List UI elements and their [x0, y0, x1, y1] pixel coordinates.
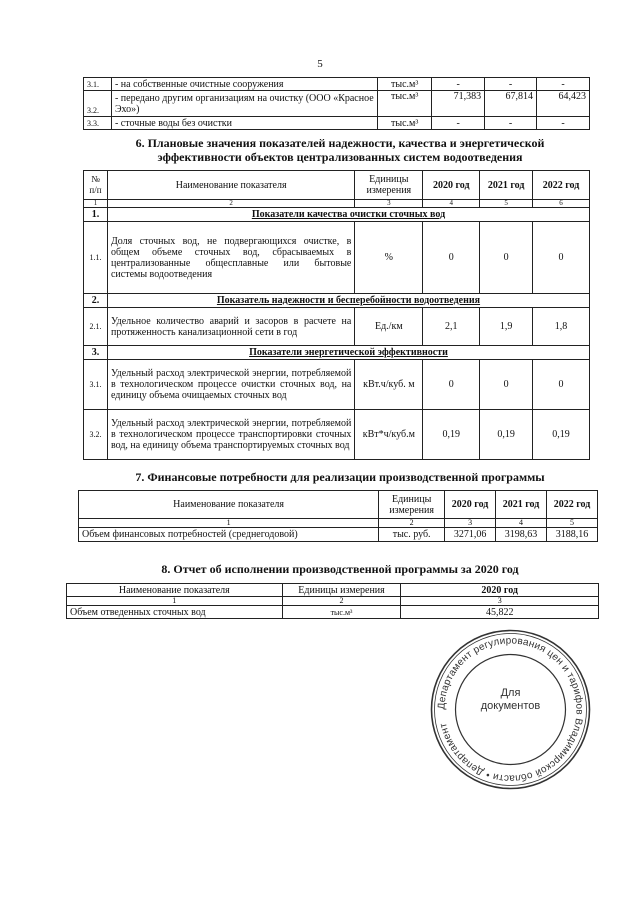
row-name: - передано другим организациям на очистку (ООО «Красное Эхо») [111, 91, 377, 117]
colnum-cell: 5 [480, 200, 533, 208]
row-num: 1.1. [84, 222, 108, 294]
row-num: 2.1. [84, 308, 108, 346]
section8-table [66, 583, 599, 619]
row-name: - на собственные очистные сооружения [111, 78, 377, 91]
header-year: 2020 год [423, 171, 480, 200]
row-unit: тыс.м³ [378, 117, 432, 130]
row-value: - [537, 78, 590, 91]
row-unit: тыс. руб. [379, 528, 445, 542]
colnum-cell: 3 [401, 597, 599, 606]
row-value: 3198,63 [496, 528, 547, 542]
row-unit: Ед./км [355, 308, 423, 346]
table-row [84, 308, 590, 346]
row-num: 3.2. [84, 91, 112, 117]
row-unit: тыс.м³ [378, 91, 432, 117]
group-title: Показатель надежности и бесперебойности водоотведения [107, 294, 589, 308]
colnum-cell: 3 [355, 200, 423, 208]
group-num: 1. [84, 208, 108, 222]
table-row [84, 78, 590, 91]
row-value: 0 [480, 360, 533, 410]
group-num: 2. [84, 294, 108, 308]
colnum-cell: 2 [282, 597, 401, 606]
row-value: 71,383 [432, 91, 485, 117]
colnum-cell: 2 [379, 519, 445, 528]
row-unit: тыс.м³ [378, 78, 432, 91]
row-value: 0,19 [423, 410, 480, 460]
header-name: Наименование показателя [107, 171, 354, 200]
section8-title: 8. Отчет об исполнении производственной программы за 2020 год [161, 562, 519, 576]
row-value: 67,814 [485, 91, 537, 117]
row-value: 1,8 [533, 308, 590, 346]
section6-title-line2: эффективности объектов централизованных систем водоотведения [157, 150, 523, 164]
group-title: Показатели энергетической эффективности [107, 346, 589, 360]
row-value: - [432, 78, 485, 91]
header-year: 2020 год [445, 491, 496, 519]
colnum-cell: 6 [533, 200, 590, 208]
header-name: Наименование показателя [79, 491, 379, 519]
stamp-center [428, 687, 593, 713]
row-value: 64,423 [537, 91, 590, 117]
colnum-cell: 1 [79, 519, 379, 528]
row-num: 3.1. [84, 78, 112, 91]
row-num: 3.1. [84, 360, 108, 410]
table-row [67, 606, 599, 619]
row-name: Объем отведенных сточных вод [67, 606, 283, 619]
row-value: 0 [480, 222, 533, 294]
row-value: 0 [533, 360, 590, 410]
header-year: 2021 год [480, 171, 533, 200]
row-num: 3.3. [84, 117, 112, 130]
row-unit: тыс.м³ [282, 606, 401, 619]
row-unit: кВт*ч/куб.м [355, 410, 423, 460]
row-value: - [485, 117, 537, 130]
row-value: 0,19 [480, 410, 533, 460]
page-number: 5 [317, 58, 323, 70]
table-row [79, 528, 598, 542]
stamp-center-line1: Для [500, 687, 521, 699]
stamp [428, 627, 593, 792]
section6-table [83, 170, 590, 460]
row-value: - [485, 78, 537, 91]
header-unit: Единицы измерения [355, 171, 423, 200]
header-name: Наименование показателя [67, 584, 283, 597]
group-row [84, 208, 590, 222]
row-value: 0 [533, 222, 590, 294]
row-num: 3.2. [84, 410, 108, 460]
section7-table [78, 490, 598, 542]
row-value: 1,9 [480, 308, 533, 346]
header-unit: Единицы измерения [379, 491, 445, 519]
row-value: - [537, 117, 590, 130]
top-table [83, 77, 590, 130]
colnum-cell: 2 [107, 200, 354, 208]
header-row [67, 584, 599, 597]
header-row [79, 491, 598, 519]
section7-title: 7. Финансовые потребности для реализации производственной программы [135, 470, 545, 484]
row-value: 0 [423, 222, 480, 294]
section6-title-line1: 6. Плановые значения показателей надежности, качества и энергетической [135, 136, 545, 150]
row-name: Удельное количество аварий и засоров в расчете на протяженность канализационной сети в год [107, 308, 354, 346]
header-year: 2022 год [547, 491, 598, 519]
group-row [84, 294, 590, 308]
row-name: Удельный расход электрической энергии, потребляемой в технологическом процессе очистки сточных вод, на единицу объема очищаемых сточных вод [107, 360, 354, 410]
colnum-row [79, 519, 598, 528]
table-row [84, 91, 590, 117]
row-value: 0,19 [533, 410, 590, 460]
section6-title [60, 136, 620, 164]
header-row [84, 171, 590, 200]
colnum-cell: 5 [547, 519, 598, 528]
row-value: 3188,16 [547, 528, 598, 542]
stamp-ring-text: Департамент регулирования цен и тарифов Владимирской области • Департамент [436, 635, 585, 784]
header-year: 2020 год [401, 584, 599, 597]
table-row [84, 360, 590, 410]
header-year: 2022 год [533, 171, 590, 200]
colnum-row [84, 200, 590, 208]
row-unit: кВт.ч/куб. м [355, 360, 423, 410]
group-row [84, 346, 590, 360]
group-title: Показатели качества очистки сточных вод [107, 208, 589, 222]
row-value: 0 [423, 360, 480, 410]
colnum-cell: 3 [445, 519, 496, 528]
table-row [84, 222, 590, 294]
row-value: - [432, 117, 485, 130]
row-unit: % [355, 222, 423, 294]
group-num: 3. [84, 346, 108, 360]
row-value: 3271,06 [445, 528, 496, 542]
header-year: 2021 год [496, 491, 547, 519]
row-value: 2,1 [423, 308, 480, 346]
row-value: 45,822 [401, 606, 599, 619]
stamp-center-line2: документов [480, 700, 541, 712]
row-name: - сточные воды без очистки [111, 117, 377, 130]
row-name: Удельный расход электрической энергии, потребляемой в технологическом процессе транспортировки сточных вод, на единицу объема транспортируемых сточных вод [107, 410, 354, 460]
colnum-cell: 1 [67, 597, 283, 606]
header-unit: Единицы измерения [282, 584, 401, 597]
row-name: Доля сточных вод, не подвергающихся очистке, в общем объеме сточных вод, сбрасываемых в централизованные общесплавные или бытовые системы водоотведения [107, 222, 354, 294]
header-num: № п/п [84, 171, 108, 200]
colnum-cell: 1 [84, 200, 108, 208]
table-row [84, 117, 590, 130]
table-row [84, 410, 590, 460]
colnum-cell: 4 [496, 519, 547, 528]
colnum-row [67, 597, 599, 606]
row-name: Объем финансовых потребностей (среднегодовой) [79, 528, 379, 542]
colnum-cell: 4 [423, 200, 480, 208]
